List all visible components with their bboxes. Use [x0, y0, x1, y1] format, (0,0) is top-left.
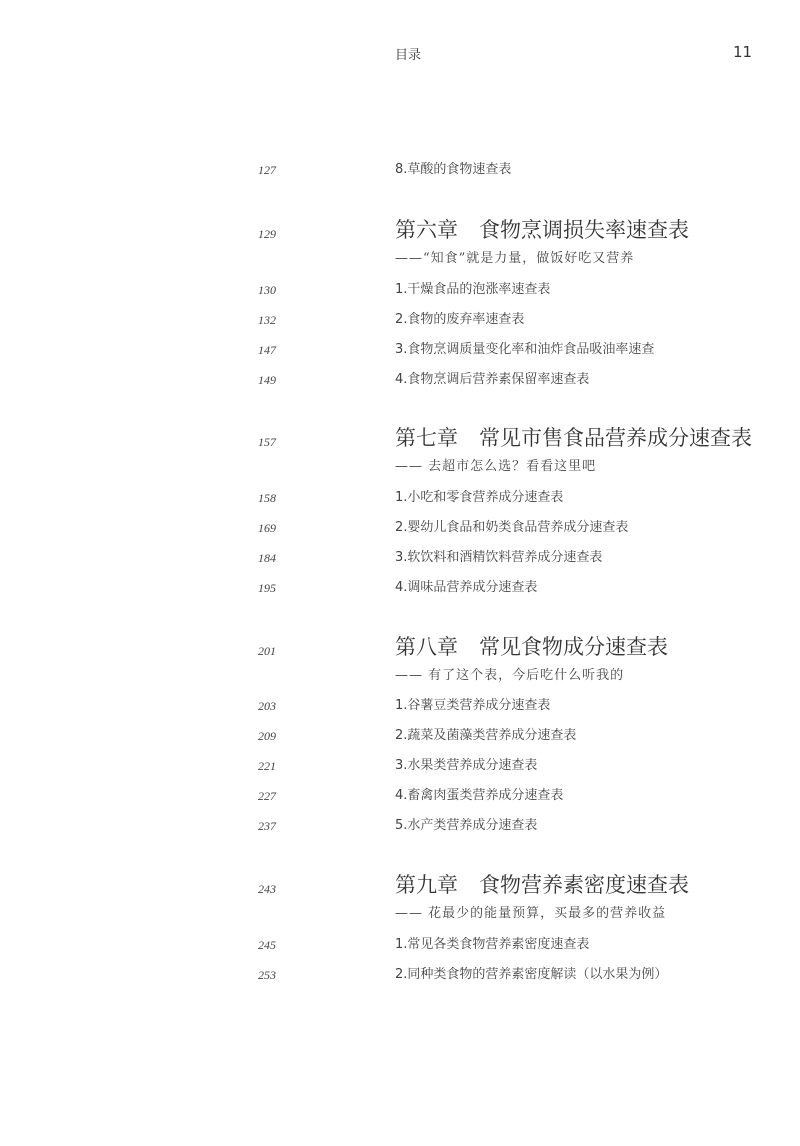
toc-entry-title: 4.调味品营养成分速查表 — [395, 580, 538, 595]
chapter-title: 第八章 常见食物成分速查表 — [395, 635, 668, 659]
toc-chapter[interactable] — [0, 873, 800, 921]
toc-entry-title: 1.干燥食品的泡涨率速查表 — [395, 282, 551, 297]
toc-page-number: 149 — [258, 373, 276, 387]
toc-page-number: 157 — [258, 435, 276, 449]
toc-entry[interactable] — [0, 965, 800, 985]
toc-page-number: 237 — [258, 819, 276, 833]
toc-entry-title: 3.食物烹调质量变化率和油炸食品吸油率速查 — [395, 342, 655, 357]
toc-page-number: 129 — [258, 227, 276, 241]
toc-page-number: 169 — [258, 521, 276, 535]
toc-entry[interactable] — [0, 518, 800, 538]
toc-entry[interactable] — [0, 280, 800, 300]
chapter-subtitle: —— 去超市怎么选？看看这里吧 — [395, 459, 597, 474]
toc-entry[interactable] — [0, 935, 800, 955]
toc-page-number: 158 — [258, 491, 276, 505]
toc-chapter[interactable] — [0, 635, 800, 683]
chapter-subtitle: ——“知食”就是力量，做饭好吃又营养 — [395, 251, 635, 266]
toc-entry-title: 2.蔬菜及菌藻类营养成分速查表 — [395, 728, 577, 743]
toc-page-number: 221 — [258, 759, 276, 773]
toc-entry[interactable] — [0, 310, 800, 330]
chapter-subtitle: —— 有了这个表，今后吃什么听我的 — [395, 668, 625, 683]
toc-entry-title: 3.水果类营养成分速查表 — [395, 758, 538, 773]
chapter-title: 第九章 食物营养素密度速查表 — [395, 873, 689, 897]
toc-page-number: 130 — [258, 283, 276, 297]
toc-entry[interactable] — [0, 756, 800, 776]
toc-entry-title: 4.食物烹调后营养素保留率速查表 — [395, 372, 590, 387]
toc-chapter[interactable] — [0, 426, 800, 474]
toc-entry[interactable] — [0, 160, 800, 180]
toc-page-number: 201 — [258, 644, 276, 658]
toc-entry[interactable] — [0, 340, 800, 360]
toc-page-number: 184 — [258, 551, 276, 565]
toc-entry-title: 1.谷薯豆类营养成分速查表 — [395, 698, 551, 713]
toc-entry[interactable] — [0, 816, 800, 836]
toc-entry-title: 3.软饮料和酒精饮料营养成分速查表 — [395, 550, 603, 565]
toc-page-number: 203 — [258, 699, 276, 713]
toc-entry[interactable] — [0, 548, 800, 568]
toc-page-number: 243 — [258, 882, 276, 896]
toc-page-number: 253 — [258, 968, 276, 982]
toc-entry-title: 5.水产类营养成分速查表 — [395, 818, 538, 833]
toc-entry[interactable] — [0, 786, 800, 806]
toc-entry-title: 2.婴幼儿食品和奶类食品营养成分速查表 — [395, 520, 629, 535]
toc-entry[interactable] — [0, 578, 800, 598]
chapter-title: 第六章 食物烹调损失率速查表 — [395, 218, 689, 242]
toc-page-number: 147 — [258, 343, 276, 357]
toc-entry-title: 1.小吃和零食营养成分速查表 — [395, 490, 564, 505]
chapter-title: 第七章 常见市售食品营养成分速查表 — [395, 426, 752, 450]
toc-page-number: 209 — [258, 729, 276, 743]
toc-entry[interactable] — [0, 488, 800, 508]
toc-page-number: 245 — [258, 938, 276, 952]
toc-entry[interactable] — [0, 696, 800, 716]
chapter-subtitle: —— 花最少的能量预算，买最多的营养收益 — [395, 906, 667, 921]
toc-entry-title: 2.食物的废弃率速查表 — [395, 312, 525, 327]
toc-page-number: 227 — [258, 789, 276, 803]
toc-entry-title: 4.畜禽肉蛋类营养成分速查表 — [395, 788, 564, 803]
toc-entry-title: 2.同种类食物的营养素密度解读（以水果为例） — [395, 967, 668, 982]
toc-page-number: 195 — [258, 581, 276, 595]
running-head: 目录 — [395, 48, 422, 63]
toc-page-number: 132 — [258, 313, 276, 327]
toc-chapter[interactable] — [0, 218, 800, 266]
toc-entry[interactable] — [0, 726, 800, 746]
toc-entry[interactable] — [0, 370, 800, 390]
page-number: 11 — [733, 43, 753, 61]
toc-entry-title: 1.常见各类食物营养素密度速查表 — [395, 937, 590, 952]
toc-page-number: 127 — [258, 163, 276, 177]
toc-entry-title: 8.草酸的食物速查表 — [395, 162, 512, 177]
